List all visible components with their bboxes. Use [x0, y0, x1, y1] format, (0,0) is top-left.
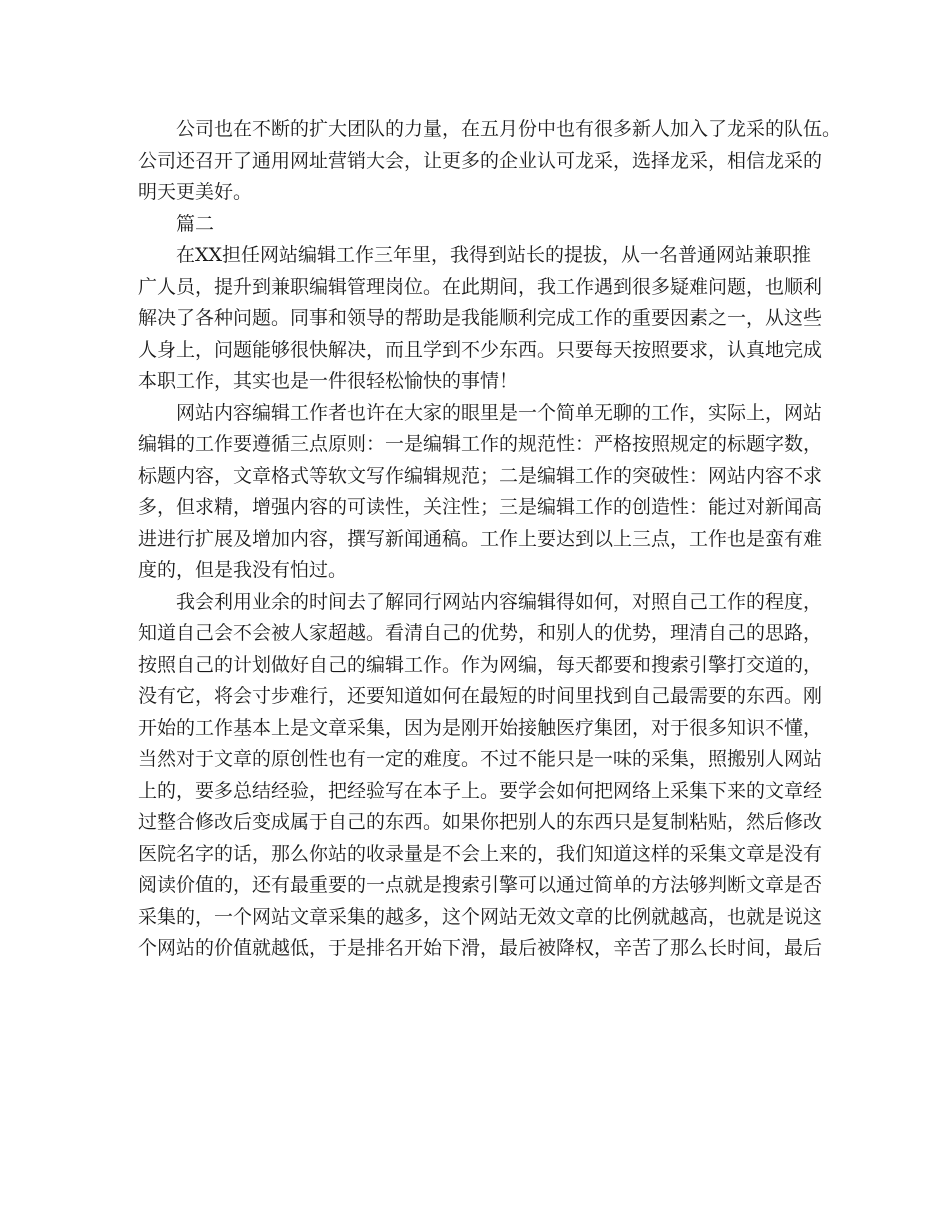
text-line: 公司还召开了通用网址营销大会，让更多的企业认可龙采，选择龙采，相信龙采的: [138, 149, 823, 172]
text-line: 上的，要多总结经验，把经验写在本子上。要学会如何把网络上采集下来的文章经: [138, 779, 823, 802]
text-line: 医院名字的话，那么你站的收录量是不会上来的，我们知道这样的采集文章是没有: [138, 842, 823, 865]
text-line: 人身上，问题能够很快解决，而且学到不少东西。只要每天按照要求，认真地完成: [138, 338, 823, 361]
text-line: 编辑的工作要遵循三点原则：一是编辑工作的规范性：严格按照规定的标题字数，: [138, 433, 823, 455]
text-line: 过整合修改后变成属于自己的东西。如果你把别人的东西只是复制粘贴，然后修改: [138, 811, 823, 833]
paragraph-3: [138, 398, 823, 587]
section-heading: [138, 209, 818, 241]
document-body: [138, 114, 842, 965]
paragraph-2: [138, 240, 823, 398]
text-line: 标题内容，文章格式等软文写作编辑规范；二是编辑工作的突破性：网站内容不求: [138, 464, 823, 487]
text-line: 个网站的价值就越低，于是排名开始下滑，最后被降权，辛苦了那么长时间，最后: [138, 937, 823, 959]
text-line: 本职工作，其实也是一件很轻松愉快的事情！: [138, 370, 519, 392]
text-line: 明天更美好。: [138, 181, 253, 203]
text-line: 在XX担任网站编辑工作三年里，我得到站长的提拔，从一名普通网站兼职推: [176, 244, 812, 266]
text-line: 开始的工作基本上是文章采集，因为是刚开始接触医疗集团，对于很多知识不懂，: [138, 716, 823, 739]
text-line: 没有它，将会寸步难行，还要知道如何在最短的时间里找到自己最需要的东西。刚: [138, 685, 823, 707]
paragraph-4: [138, 587, 823, 965]
section-title: 篇二: [176, 212, 215, 235]
text-line: 采集的，一个网站文章采集的越多，这个网站无效文章的比例就越高，也就是说这: [138, 905, 823, 928]
text-line: 进进行扩展及增加内容，撰写新闻通稿。工作上要达到以上三点，工作也是蛮有难: [138, 527, 823, 550]
text-line: 我会利用业余的时间去了解同行网站内容编辑得如何，对照自己工作的程度，: [176, 590, 823, 613]
text-line: 广人员，提升到兼职编辑管理岗位。在此期间，我工作遇到很多疑难问题，也顺利: [138, 275, 823, 298]
text-line: 网站内容编辑工作者也许在大家的眼里是一个简单无聊的工作，实际上，网站: [176, 401, 823, 424]
text-line: 多，但求精，增强内容的可读性，关注性；三是编辑工作的创造性：能过对新闻高: [138, 496, 823, 518]
text-line: 阅读价值的，还有最重要的一点就是搜索引擎可以通过简单的方法够判断文章是否: [138, 874, 823, 896]
text-line: 当然对于文章的原创性也有一定的难度。不过不能只是一味的采集，照搬别人网站: [138, 748, 823, 770]
text-line: 解决了各种问题。同事和领导的帮助是我能顺利完成工作的重要因素之一，从这些: [138, 307, 823, 329]
text-line: 公司也在不断的扩大团队的力量，在五月份中也有很多新人加入了龙采的队伍。: [176, 118, 842, 140]
text-line: 知道自己会不会被人家超越。看清自己的优势，和别人的优势，理清自己的思路，: [138, 622, 823, 644]
text-line: 度的，但是我没有怕过。: [138, 559, 348, 581]
paragraph-1: [138, 114, 842, 209]
text-line: 按照自己的计划做好自己的编辑工作。作为网编，每天都要和搜索引擎打交道的，: [138, 653, 823, 676]
